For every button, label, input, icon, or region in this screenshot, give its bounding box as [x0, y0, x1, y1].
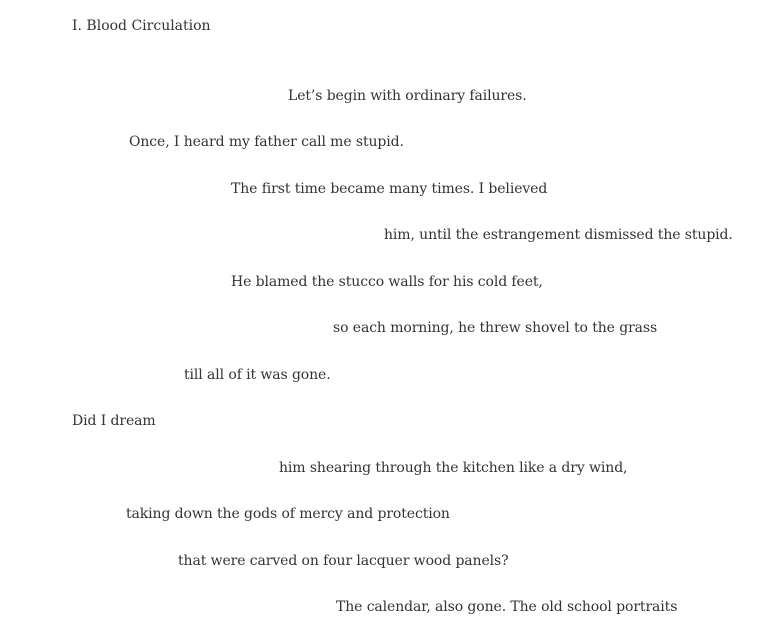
poem-line: The first time became many times. I believed [231, 181, 548, 197]
poem-line: Did I dream [72, 413, 156, 429]
poem-line: taking down the gods of mercy and protection [126, 506, 450, 522]
poem-line: He blamed the stucco walls for his cold feet, [231, 274, 543, 290]
poem-line: Once, I heard my father call me stupid. [129, 134, 404, 150]
poem-line: that were carved on four lacquer wood panels? [178, 553, 509, 569]
poem-line: till all of it was gone. [184, 367, 331, 383]
poem-line: so each morning, he threw shovel to the grass [333, 320, 658, 336]
poem-line: The calendar, also gone. The old school portraits [336, 599, 678, 615]
poem-line: him, until the estrangement dismissed the stupid. [384, 227, 733, 243]
poem-line: him shearing through the kitchen like a dry wind, [279, 460, 628, 476]
section-title: I. Blood Circulation [72, 18, 211, 34]
poem-line: Let’s begin with ordinary failures. [288, 88, 527, 104]
